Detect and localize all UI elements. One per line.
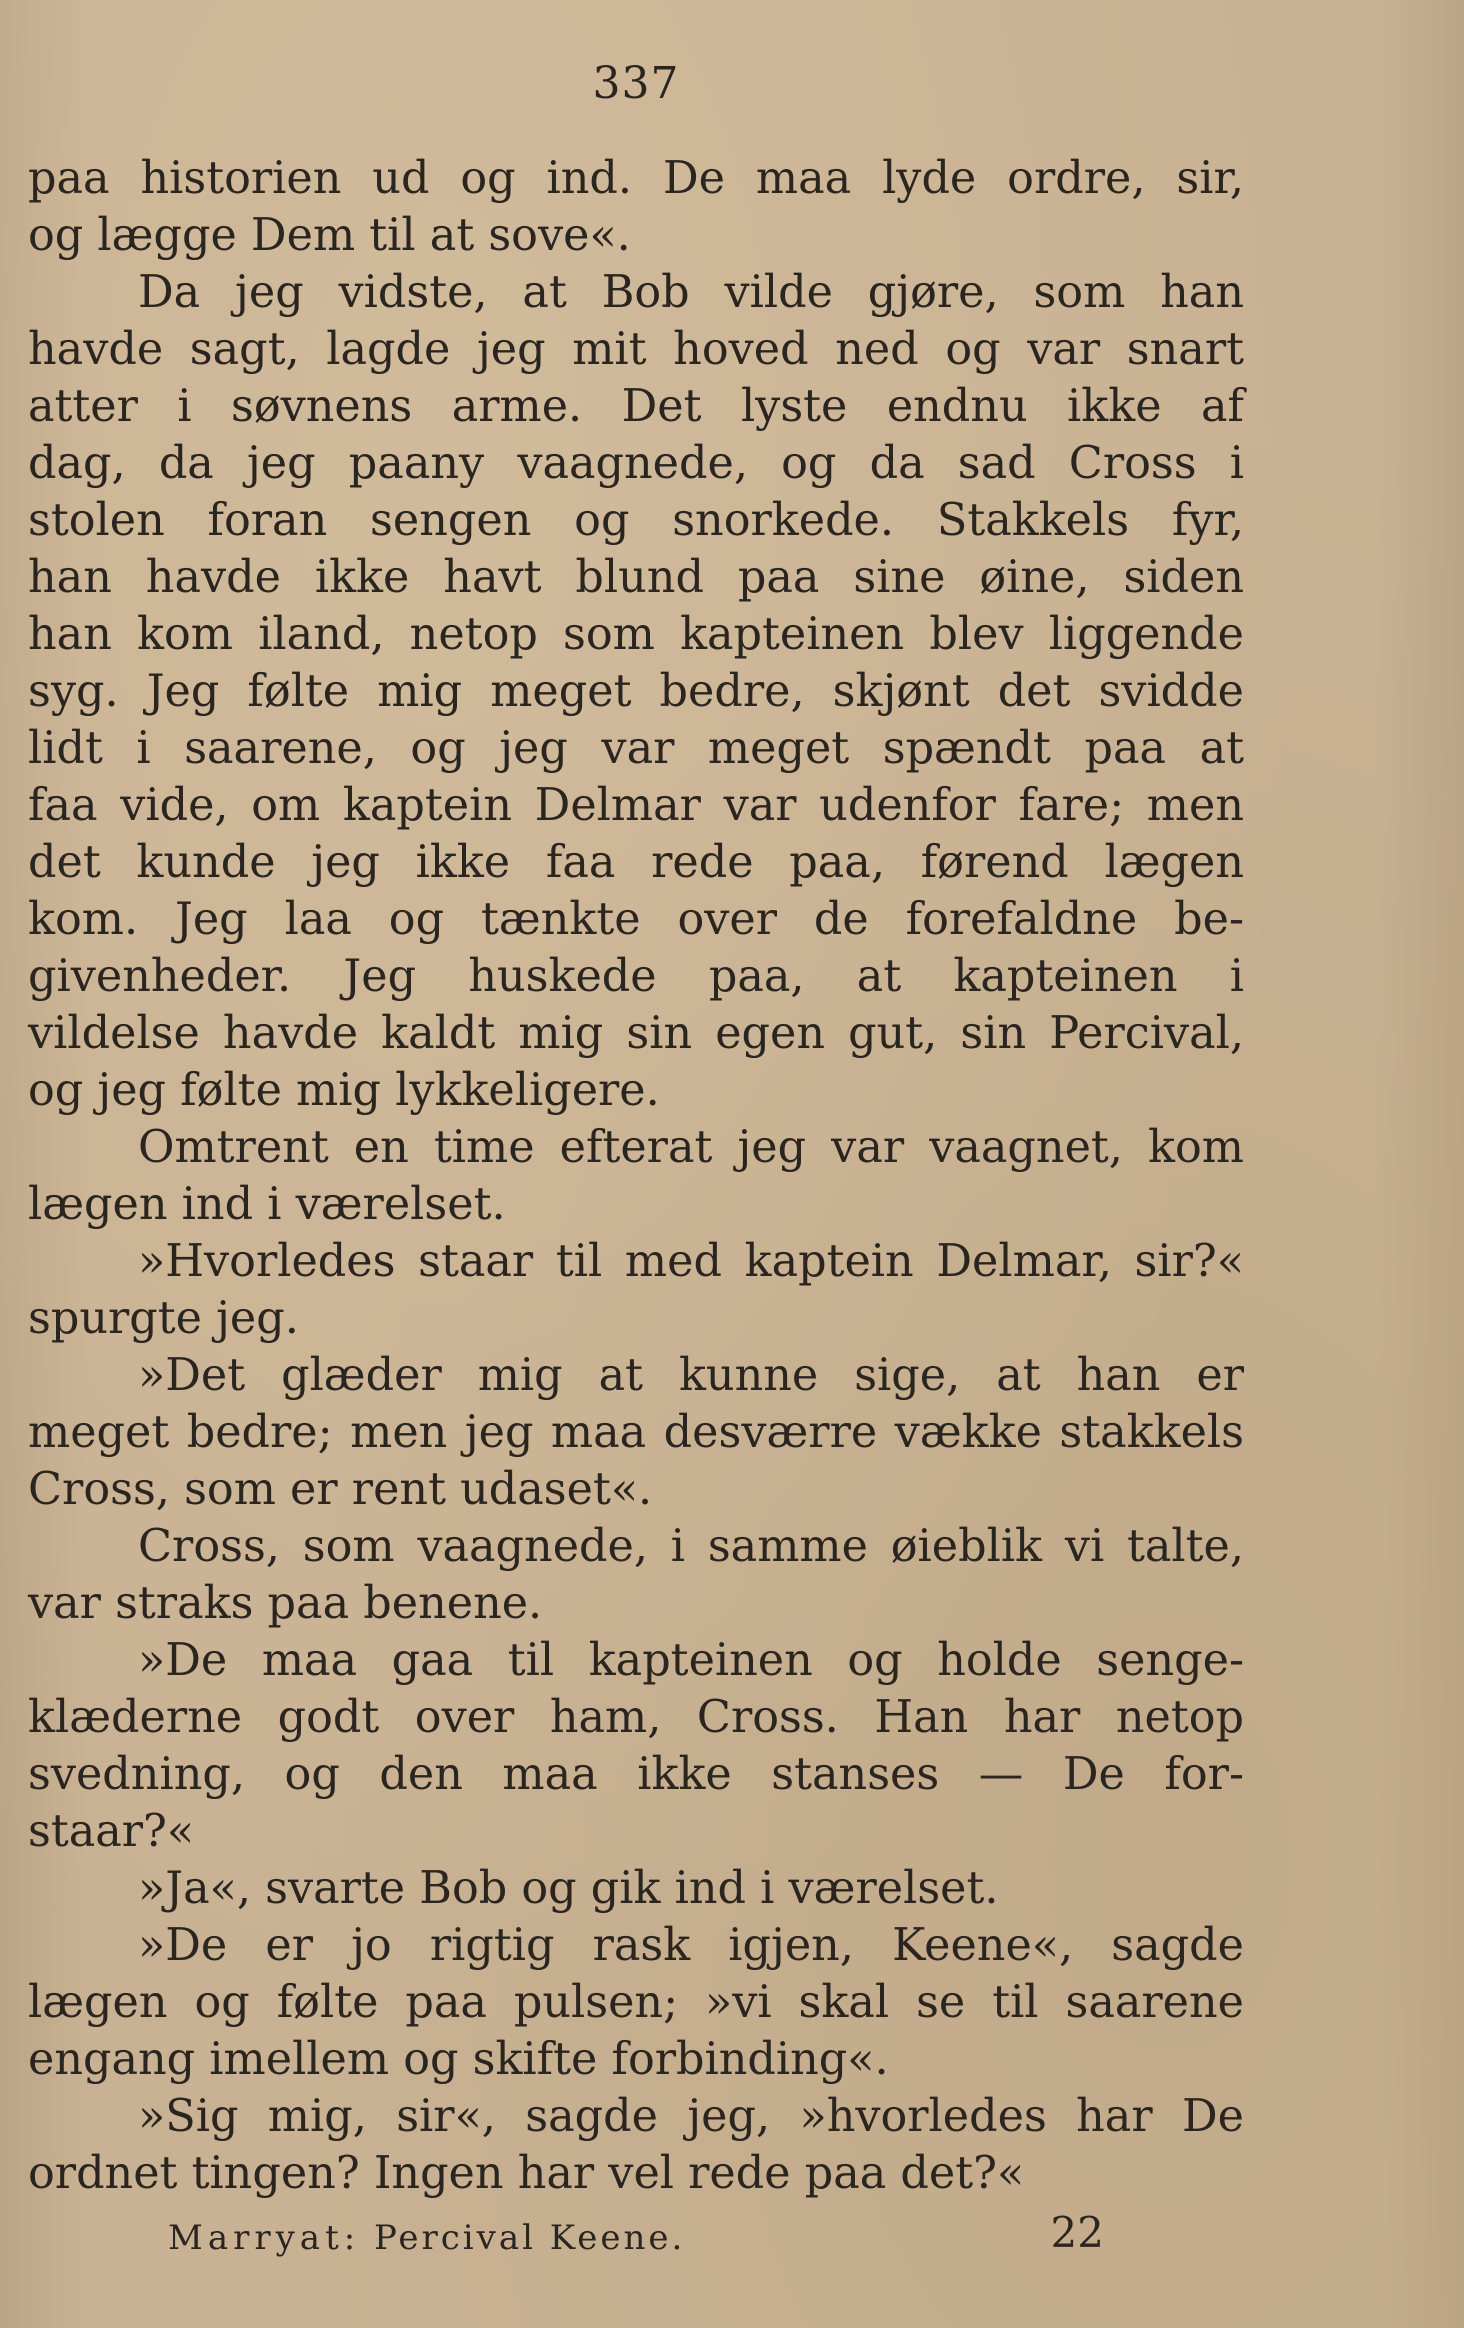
text-line: og jeg følte mig lykkeligere. bbox=[28, 1065, 660, 1116]
text-line: atter i søvnens arme. Det lyste endnu ikke af bbox=[28, 381, 1244, 432]
text-line: det kunde jeg ikke faa rede paa, førend lægen bbox=[28, 837, 1244, 888]
text-line: »Sig mig, sir«, sagde jeg, »hvorledes har De bbox=[138, 2091, 1244, 2142]
text-line: vildelse havde kaldt mig sin egen gut, sin Percival, bbox=[28, 1008, 1244, 1059]
text-line: svedning, og den maa ikke stanses — De for- bbox=[28, 1749, 1244, 1800]
text-line: dag, da jeg paany vaagnede, og da sad Cross i bbox=[28, 438, 1244, 489]
text-line: Omtrent en time efterat jeg var vaagnet, kom bbox=[138, 1122, 1244, 1173]
body-text bbox=[28, 150, 1244, 2202]
text-line: han kom iland, netop som kapteinen blev liggende bbox=[28, 609, 1244, 660]
text-line: kom. Jeg laa og tænkte over de forefaldne be- bbox=[28, 894, 1244, 945]
page-number: 337 bbox=[592, 58, 680, 109]
text-line: »Det glæder mig at kunne sige, at han er bbox=[138, 1350, 1244, 1401]
text-line: var straks paa benene. bbox=[28, 1578, 543, 1629]
text-line: »De er jo rigtig rask igjen, Keene«, sagde bbox=[138, 1920, 1244, 1971]
text-line: engang imellem og skifte forbinding«. bbox=[28, 2034, 889, 2085]
text-line: lidt i saarene, og jeg var meget spændt paa at bbox=[28, 723, 1244, 774]
text-line: paa historien ud og ind. De maa lyde ordre, sir, bbox=[28, 153, 1244, 204]
text-line: og lægge Dem til at sove«. bbox=[28, 210, 631, 261]
text-line: Da jeg vidste, at Bob vilde gjøre, som han bbox=[138, 267, 1244, 318]
text-line: staar?« bbox=[28, 1806, 195, 1857]
text-line: klæderne godt over ham, Cross. Han har netop bbox=[28, 1692, 1244, 1743]
sheet-number: 22 bbox=[1050, 2208, 1104, 2257]
text-line: faa vide, om kaptein Delmar var udenfor fare; men bbox=[28, 780, 1244, 831]
footer-title: Percival Keene. bbox=[374, 2218, 686, 2258]
page-footer bbox=[28, 2208, 1244, 2268]
text-line: »Hvorledes staar til med kaptein Delmar, sir?« bbox=[138, 1236, 1244, 1287]
text-line: spurgte jeg. bbox=[28, 1293, 299, 1344]
text-line: Cross, som er rent udaset«. bbox=[28, 1464, 653, 1515]
text-line: han havde ikke havt blund paa sine øine, siden bbox=[28, 552, 1244, 603]
text-line: havde sagt, lagde jeg mit hoved ned og var snart bbox=[28, 324, 1244, 375]
text-line: »Ja«, svarte Bob og gik ind i værelset. bbox=[138, 1863, 999, 1914]
book-page bbox=[28, 0, 1244, 2328]
text-line: lægen og følte paa pulsen; »vi skal se til saarene bbox=[28, 1977, 1244, 2028]
text-line: ordnet tingen? Ingen har vel rede paa det?« bbox=[28, 2148, 1025, 2199]
text-line: stolen foran sengen og snorkede. Stakkels fyr, bbox=[28, 495, 1244, 546]
text-line: givenheder. Jeg huskede paa, at kapteinen i bbox=[28, 951, 1244, 1002]
text-line: »De maa gaa til kapteinen og holde senge- bbox=[138, 1635, 1244, 1686]
footer-author: Marryat: bbox=[168, 2218, 361, 2258]
text-line: Cross, som vaagnede, i samme øieblik vi talte, bbox=[138, 1521, 1244, 1572]
text-line: meget bedre; men jeg maa desværre vække stakkels bbox=[28, 1407, 1244, 1458]
footer-signature bbox=[168, 2218, 685, 2258]
text-line: lægen ind i værelset. bbox=[28, 1179, 506, 1230]
text-line: syg. Jeg følte mig meget bedre, skjønt det svidde bbox=[28, 666, 1244, 717]
